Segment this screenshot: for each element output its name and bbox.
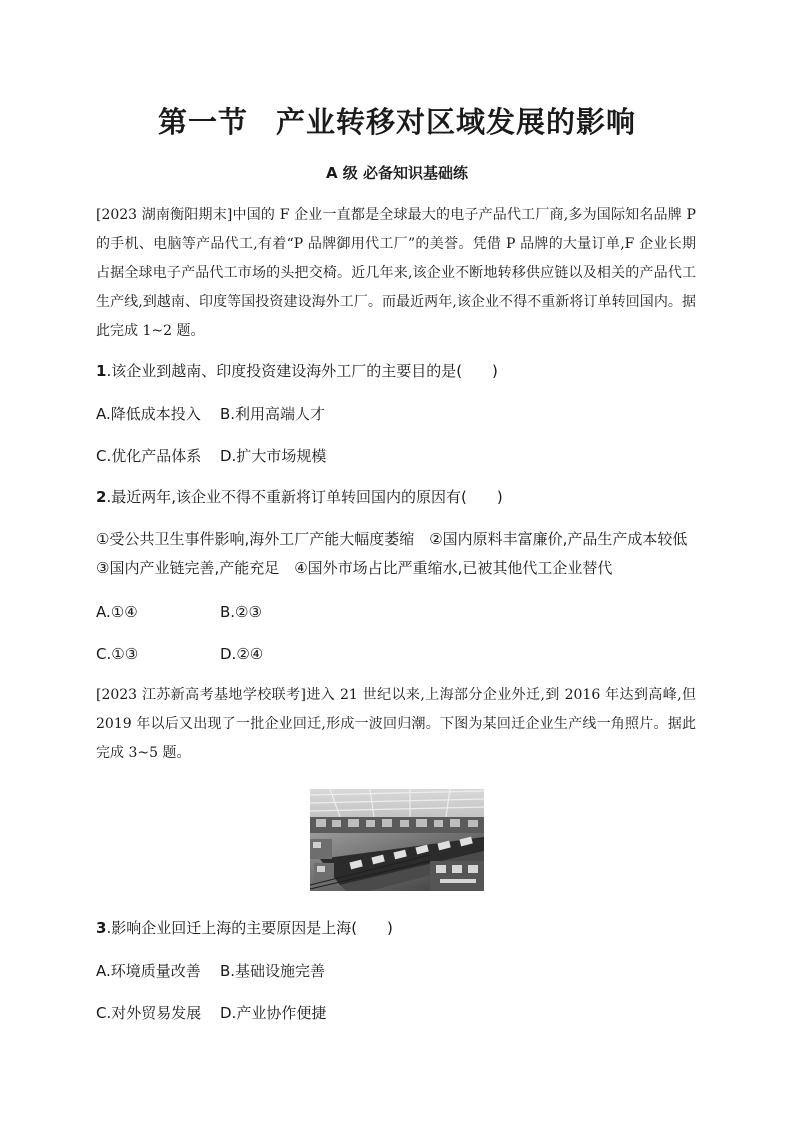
question-2 xyxy=(96,483,696,512)
factory-photo-graphic xyxy=(310,789,484,891)
question-3-number: 3 xyxy=(96,919,107,937)
question-2-option-c: C.①③ xyxy=(96,645,139,663)
question-2-option-a: A.①④ xyxy=(96,603,138,621)
question-3-option-d: D.产业协作便捷 xyxy=(220,1004,327,1022)
question-1 xyxy=(96,357,696,386)
question-3-stem: .影响企业回迁上海的主要原因是上海( ) xyxy=(106,919,393,937)
question-1-option-d: D.扩大市场规模 xyxy=(220,447,327,465)
passage-2-text: 进入 21 世纪以来,上海部分企业外迁,到 2016 年达到高峰,但 2019 年以后又出现了一批企业回迁,形成一波回归潮。下图为某回迁企业生产线一角照片。据此完成 3~5 题。 xyxy=(96,687,696,761)
passage-2-source: [2023 江苏新高考基地学校联考] xyxy=(96,687,306,703)
question-1-stem: .该企业到越南、印度投资建设海外工厂的主要目的是( ) xyxy=(106,362,498,380)
question-3-option-a: A.环境质量改善 xyxy=(96,962,201,980)
factory-production-line-photo xyxy=(310,789,484,891)
question-3 xyxy=(96,914,696,943)
question-1-option-c: C.优化产品体系 xyxy=(96,447,202,465)
question-2-option-b: B.②③ xyxy=(220,603,262,621)
passage-2 xyxy=(96,681,696,768)
question-3-option-c: C.对外贸易发展 xyxy=(96,1004,202,1022)
passage-1-source: [2023 湖南衡阳期末] xyxy=(96,207,233,223)
passage-1-text: 中国的 F 企业一直都是全球最大的电子产品代工厂商,多为国际知名品牌 P 的手机、电脑等产品代工,有着“P 品牌御用代工厂”的美誉。凭借 P 品牌的大量订单,F 企业长期占据全球电子产品代工市场的头把交椅。近几年来,该企业不断地转移供应链以及相关的产品代工生产线,到越南、印度等国投资建设海外工厂。而最近两年,该企业不得不重新将订单转回国内。据此完成 1~2 题。 xyxy=(96,207,696,339)
section-level-heading: A 级 必备知识基础练 xyxy=(325,164,469,182)
page-title xyxy=(0,100,794,141)
question-1-option-b: B.利用高端人才 xyxy=(220,405,326,423)
question-2-option-d: D.②④ xyxy=(220,645,264,663)
title-topic: 产业转移对区域发展的影响 xyxy=(276,105,637,139)
question-2-stem: .最近两年,该企业不得不重新将订单转回国内的原因有( ) xyxy=(106,488,503,506)
passage-1 xyxy=(96,201,696,346)
question-3-option-b: B.基础设施完善 xyxy=(220,962,326,980)
question-1-option-a: A.降低成本投入 xyxy=(96,405,201,423)
title-section: 第一节 xyxy=(157,105,248,139)
question-2-number: 2 xyxy=(96,488,107,506)
question-1-number: 1 xyxy=(96,362,107,380)
question-2-statements: ①受公共卫生事件影响,海外工厂产能大幅度萎缩 ②国内原料丰富廉价,产品生产成本较低 ③国内产业链完善,产能充足 ④国外市场占比严重缩水,已被其他代工企业替代 xyxy=(96,530,703,577)
